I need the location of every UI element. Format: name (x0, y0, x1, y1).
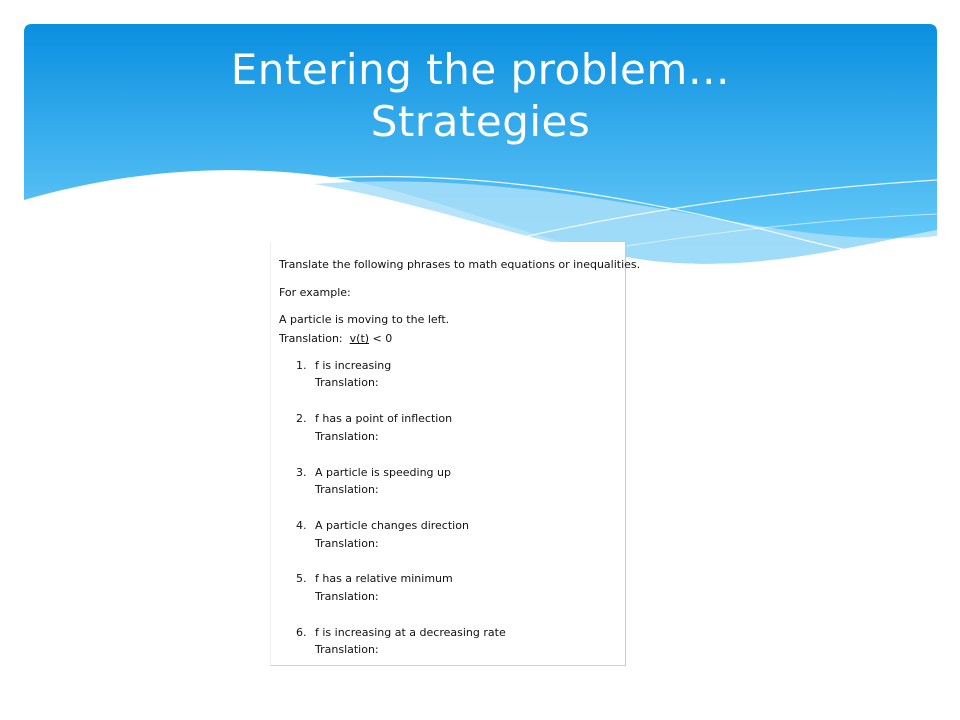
item-translation-label: Translation: (315, 590, 379, 603)
example-phrase: A particle is moving to the left. (279, 313, 450, 326)
item-number: 3. (296, 466, 307, 479)
item-translation-label: Translation: (315, 483, 379, 496)
item-phrase: f is increasing at a decreasing rate (315, 626, 506, 639)
example-translation-func: v(t) (349, 332, 370, 345)
item-translation-label: Translation: (315, 376, 379, 389)
item-translation-label: Translation: (315, 537, 379, 550)
item-number: 2. (296, 412, 307, 425)
example-translation (279, 332, 392, 346)
item-phrase: A particle changes direction (315, 519, 469, 532)
item-translation-label: Translation: (315, 643, 379, 656)
item-number: 6. (296, 626, 307, 639)
worksheet-image (270, 242, 641, 666)
slide-title-line2: Strategies (370, 97, 591, 146)
worksheet-instruction: Translate the following phrases to math equations or inequalities. (279, 258, 641, 271)
item-phrase: A particle is speeding up (315, 466, 451, 479)
item-number: 1. (296, 359, 307, 372)
item-number: 5. (296, 572, 307, 585)
item-number: 4. (296, 519, 307, 532)
example-translation-label: Translation: (279, 332, 343, 345)
item-phrase: f has a relative minimum (315, 572, 453, 585)
item-phrase: f is increasing (315, 359, 392, 372)
example-heading: For example: (279, 286, 351, 299)
slide-title-line1: Entering the problem… (230, 45, 731, 94)
item-translation-label: Translation: (315, 430, 379, 443)
example-translation-rest: < 0 (369, 332, 393, 345)
item-phrase: f has a point of inflection (315, 412, 453, 425)
slide-title (24, 44, 937, 148)
